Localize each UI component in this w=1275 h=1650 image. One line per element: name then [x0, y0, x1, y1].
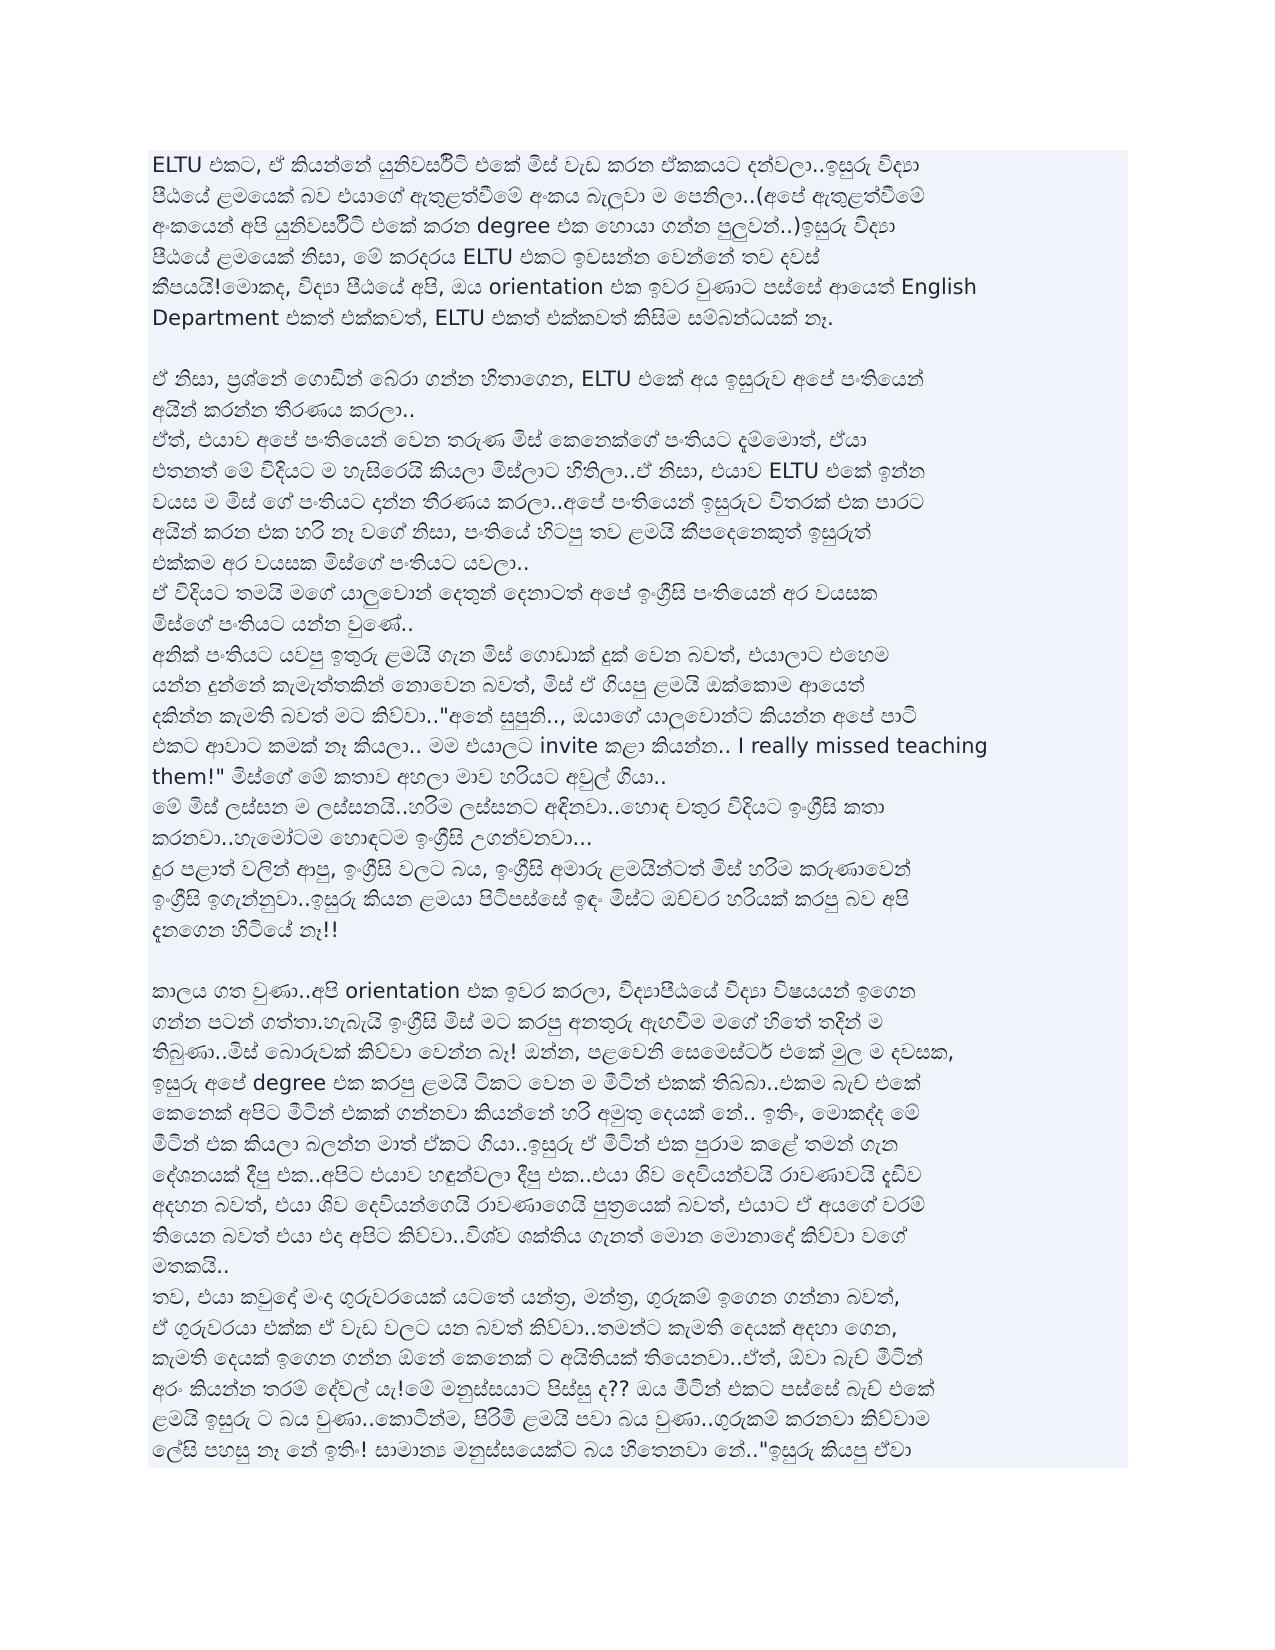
text-line: වයස ම මිස් ගේ පංතියට දාන්න තීරණය කරලා..අපේ පංතියෙන් ඉසුරුව විතරක් එක පාරට	[152, 489, 925, 514]
text-line: දැනගෙන හිටියේ නෑ!!	[152, 917, 339, 942]
text-line: අයින් කරන්න තීරණය කරලා..	[152, 397, 416, 422]
paragraph-gap	[152, 945, 1128, 976]
text-line: දකින්න කැමති බවත් මට කිව්වා.."අනේ සුපුනි.., ඔයාගේ යාලුවොන්ට කියන්න අපේ පාටි	[152, 703, 917, 728]
text-line: අදහන බවත්, එයා ශිව දෙවියන්ගෙයි රාවණාගෙයි පුත්‍රයෙක් බවත්, එයාට ඒ අයගේ වරම්	[152, 1193, 926, 1218]
text-line: කීපයයි!මොකද, විද්‍යා පීඨයේ අපි, ඔය orientation එක ඉවර වුණාට පස්සේ ආයෙත් English	[152, 275, 977, 300]
text-line: ඒත්, එයාව අපේ පංතියෙන් වෙන තරුණ මිස් කෙනෙක්ගේ පංතියට දැම්මොත්, ඒයා	[152, 428, 867, 453]
text-line: පීඨයේ ළමයෙක් නිසා, මේ කරදරය ELTU එකට ඉවසන්න වෙන්නේ තව දවස්	[152, 244, 820, 269]
text-line: එතනත් මේ විදියට ම හැසිරෙයි කියලා මිස්ලාට හිතිලා..ඒ නිසා, එයාව ELTU එකේ ඉන්න	[152, 458, 926, 483]
text-line: අයින් කරන එක හරි නෑ වගේ නිසා, පංතියේ හිටපු තව ළමයි කීපදෙනෙකුත් ඉසුරුත්	[152, 520, 871, 545]
text-line: මේ මිස් ලස්සන ම ලස්සනයි..හරිම ලස්සනට අඳිනවා..හොඳ චතුර විදියට ඉංග්‍රීසි කතා	[152, 795, 885, 820]
text-line: මිස්ගේ පංතියට යන්න වුණේ..	[152, 611, 414, 636]
text-line: ඉසුරු අපේ degree එක කරපු ළමයි ටිකට වෙන ම මීටින් එකක් තිබ්බා..එකම බැච් එකේ	[152, 1070, 921, 1095]
text-line: දුර පළාත් වලින් ආපු, ඉංග්‍රීසි වලට බය, ඉංග්‍රීසි අමාරු ළමයින්ටත් මිස් හරිම කරුණාවෙන්	[152, 856, 911, 881]
text-line: අනික් පංතියට යවපු ඉතුරු ළමයි ගැන මිස් ගොඩාක් දුක් වෙන බවත්, එයාලාට එහෙම	[152, 642, 890, 667]
text-line: ELTU එකට, ඒ කියන්නේ යුනිවර්සිටි එකේ මිස් වැඩ කරන ඒකකයට දන්වලා..ඉසුරු විද්‍යා	[152, 153, 920, 177]
text-line: Department එකත් එක්කවත්, ELTU එකත් එක්කවත් කිසිම සම්බන්ධයක් නෑ.	[152, 305, 834, 330]
text-line: තියෙන බවත් එයා එදා අපිට කිව්වා..විශ්ව ශක්තිය ගැනත් මොන මොනාදෝ කිව්වා වගේ	[152, 1223, 906, 1248]
text-line: ළමයි ඉසුරු ට බය වුණා..කොටින්ම, පිරිමි ළමයි පවා බය වුණා..ගුරුකම් කරනවා කිව්වාම	[152, 1407, 931, 1432]
text-line: තිබුණා..මිස් බොරුවක් කිව්වා වෙන්න බෑ! ඔන්න, පළවෙනි සෙමෙස්ටර් එකේ මුල ම දවසක,	[152, 1040, 955, 1065]
text-line: එකට ආවාට කමක් නෑ කියලා.. මම එයාලට invite කළා කියන්න.. I really missed teaching	[152, 734, 988, 759]
paragraph-gap	[152, 334, 1128, 365]
text-line: ඒ ගුරුවරයා එක්ක ඒ වැඩ වලට යන බවත් කිව්වා..තමන්ට කැමති දෙයක් අදහා ගෙන,	[152, 1315, 898, 1340]
text-line: them!" මිස්ගේ මේ කතාව අහලා මාව හරියට අවුල් ගියා..	[152, 764, 667, 789]
text-line: අංකයෙන් අපි යුනිවර්සිටි එකේ කරන degree එක හොයා ගන්න පුලුවන්..)ඉසුරු විද්‍යා	[152, 214, 896, 239]
text-line: එක්කම අර වයසක මිස්ගේ පංතියට යවලා..	[152, 550, 530, 575]
document-text-block	[148, 150, 1128, 1468]
text-line: ගන්න පටන් ගත්තා.හැබැයි ඉංග්‍රීසි මිස් මට කරපු අනතුරු ඇඟවීම මගේ හිතේ තදින් ම	[152, 1009, 884, 1034]
text-line: කෙනෙක් අපිට මීටින් එකක් ගන්නවා කියන්නේ හරි අමුතු දෙයක් නේ.. ඉතිං, මොකද්ද මේ	[152, 1101, 920, 1126]
text-line: ඉංග්‍රීසි ඉගැන්නුවා..ඉසුරු කියන ළමයා පිටිපස්සේ ඉඳං මිස්ට ඔච්චර හරියක් කරපු බව අපි	[152, 887, 910, 912]
text-line: කාලය ගත වුණා..අපි orientation එක ඉවර කරලා, විද්‍යාපීඨයේ විද්‍යා විෂයයන් ඉගෙන	[152, 979, 916, 1004]
text-line: කැමති දෙයක් ඉගෙන ගන්න ඕනේ කෙනෙක් ට අයිතියක් තියෙනවා..ඒත්, ඕවා බැච් මීටින්	[152, 1346, 923, 1371]
text-line: ලේසි පහසු නෑ නේ ඉතිං! සාමාන්‍ය මනුස්සයෙක්ට බය හිතෙනවා නේ.."ඉසුරු කියපු ඒවා	[152, 1437, 912, 1462]
text-line: කරනවා..හැමෝටම හොඳටම ඉංග්‍රීසි උගන්වනවා...	[152, 826, 593, 851]
text-line: මතකයි..	[152, 1254, 230, 1279]
text-line: ඒ විදියට තමයි මගේ යාලුවොන් දෙතුන් දෙනාටත් අපේ ඉංග්‍රීසි පංතියෙන් අර වයසක	[152, 581, 878, 606]
text-line: යන්න දුන්නේ කැමැත්තකින් නොවෙන බවත්, මිස් ඒ ගියපු ළමයි ඔක්කොම ආයෙත්	[152, 673, 865, 698]
text-line: දේශනයක් දීපු එක..අපිට එයාව හඳුන්වලා දීපු එක..එයා ශිව දෙවියන්වයි රාවණාවයි දැඩිව	[152, 1162, 922, 1187]
text-line: පීඨයේ ළමයෙක් බව එයාගේ ඇතුළත්වීමේ අංකය බැලුවා ම පෙනිලා..(අපේ ඇතුළත්වීමේ	[152, 183, 925, 208]
text-line: ඒ නිසා, ප්‍රශ්නේ ගොඩින් බේරා ගන්න හිතාගෙන, ELTU එකේ අය ඉසුරුව අපේ පංතියෙන්	[152, 367, 924, 392]
text-line: තව, එයා කවුදෝ මංදා ගුරුවරයෙක් යටතේ යන්ත්‍ර, මන්ත්‍ර, ගුරුකම් ඉගෙන ගන්නා බවත්,	[152, 1284, 901, 1309]
text-line: අරං කියන්න තරම් දේවල් යැ!මේ මනුස්සයාට පිස්සු ද?? ඔය මීටින් එකට පස්සේ බැච් එකේ	[152, 1376, 935, 1401]
text-line: මීටින් එක කියලා බලන්න මාත් ඒකට ගියා..ඉසුරු ඒ මීටින් එක පුරාම කළේ තමන් ගැන	[152, 1132, 899, 1156]
